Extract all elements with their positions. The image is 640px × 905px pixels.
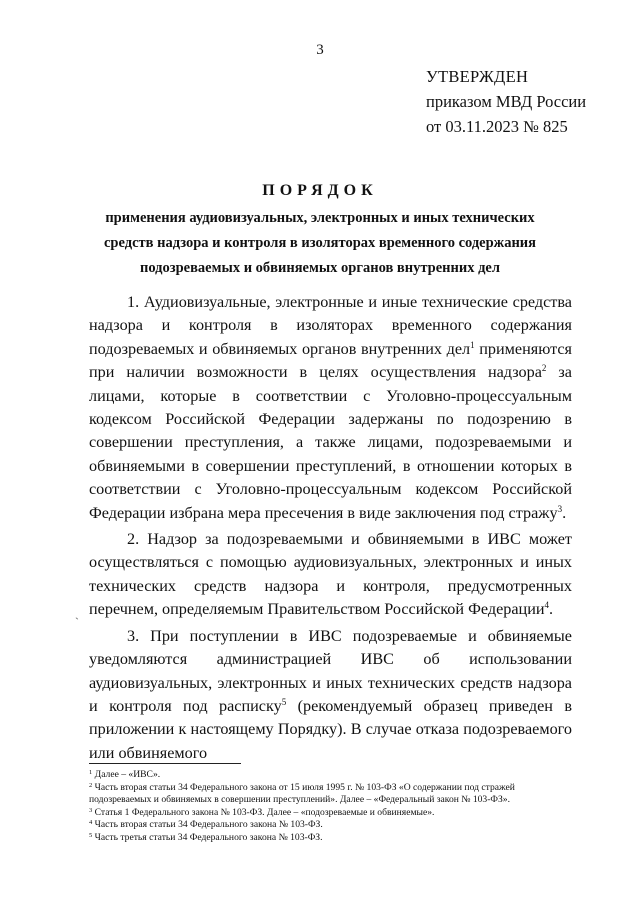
- footnote-text: Статья 1 Федерального закона № 103-ФЗ. Далее – «подозреваемые и обвиняемые».: [92, 806, 435, 818]
- document-title: ПОРЯДОК: [262, 182, 378, 199]
- subtitle-line: применения аудиовизуальных, электронных и иных технических: [105, 210, 535, 226]
- footnote-ref[interactable]: 4: [544, 600, 550, 611]
- footnote: [89, 769, 579, 782]
- paragraph-text: за лицами, которые в соответствии с Уголовно-процессуальным кодексом Российской Федерации задержаны по подозрению в совершении преступления, а также лицами, подозреваемыми и обвиняемыми в совершении преступлений, в отношении которых в соответствии с Уголовно-процессуальным кодексом Российской Федерации избрана мера пресечения в виде заключения под стражу: [89, 363, 572, 522]
- document-subtitle: [100, 206, 540, 281]
- footnote-number: 2: [89, 781, 93, 789]
- footnote: [89, 807, 579, 820]
- footnote-divider: [89, 763, 241, 764]
- footnote: [89, 782, 579, 807]
- footnote-text: Часть вторая статьи 34 Федерального закона № 103-ФЗ.: [92, 819, 323, 831]
- footnote: [89, 819, 579, 832]
- approval-title: УТВЕРЖДЕН: [426, 67, 529, 86]
- subtitle-line: средств надзора и контроля в изоляторах временного содержания: [104, 235, 536, 251]
- footnote-number: 5: [89, 831, 93, 839]
- paragraph-text: .: [549, 600, 554, 619]
- footnotes: [89, 769, 579, 845]
- paragraph-text: 3. При поступлении в ИВС подозреваемые и обвиняемые уведомляются администрацией ИВС об использовании аудиовизуальных, электронных и иных технических средств надзора и контроля под расписку: [89, 626, 572, 715]
- footnote-text: Часть третья статьи 34 Федерального закона № 103-ФЗ.: [92, 831, 323, 843]
- subtitle-line: подозреваемых и обвиняемых органов внутренних дел: [140, 260, 500, 276]
- footnote-text: Далее – «ИВС».: [92, 769, 161, 780]
- paragraph-text: (рекомендуемый образец приведен в приложении к настоящему Порядку). В случае отказа подозреваемого или обвиняемого: [89, 696, 572, 762]
- page-number: 3: [316, 42, 324, 58]
- paragraph-text: 1. Аудиовизуальные, электронные и иные технические средства надзора и контроля в изоляторах временного содержания подозреваемых и обвиняемых органов внутренних дел: [89, 293, 572, 358]
- approval-block: [426, 64, 586, 139]
- footnote-number: 3: [89, 806, 93, 814]
- footnote-ref[interactable]: 5: [281, 696, 287, 707]
- paragraph-2: [89, 528, 572, 622]
- footnote-text: Часть вторая статьи 34 Федерального закона от 15 июля 1995 г. № 103-ФЗ «О содержании под стражей подозреваемых и обвиняемых в совершении преступлений». Далее – «Федеральный закон № 103-ФЗ».: [89, 781, 515, 806]
- footnote-ref[interactable]: 3: [557, 503, 563, 514]
- footnote: [89, 832, 579, 845]
- footnote-number: 1: [89, 769, 93, 776]
- approval-order: приказом МВД России: [426, 92, 587, 111]
- footnote-number: 4: [89, 819, 93, 827]
- approval-date-number: от 03.11.2023 № 825: [426, 117, 568, 136]
- body-text: [89, 291, 572, 765]
- footnote-ref[interactable]: 1: [470, 339, 475, 350]
- stray-mark: ˋ: [75, 615, 79, 629]
- footnote-ref[interactable]: 2: [541, 363, 547, 374]
- paragraph-1: [89, 291, 572, 525]
- paragraph-text: применяются при наличии возможности в целях осуществления надзора: [89, 339, 572, 382]
- paragraph-text: 2. Надзор за подозреваемыми и обвиняемыми в ИВС может осуществляться с помощью аудиовизуальных, электронных и иных технических средств надзора и контроля, предусмотренных перечнем, определяемым Правительством Российской Федерации: [89, 530, 572, 619]
- paragraph-text: .: [562, 503, 567, 522]
- paragraph-3: [89, 625, 572, 765]
